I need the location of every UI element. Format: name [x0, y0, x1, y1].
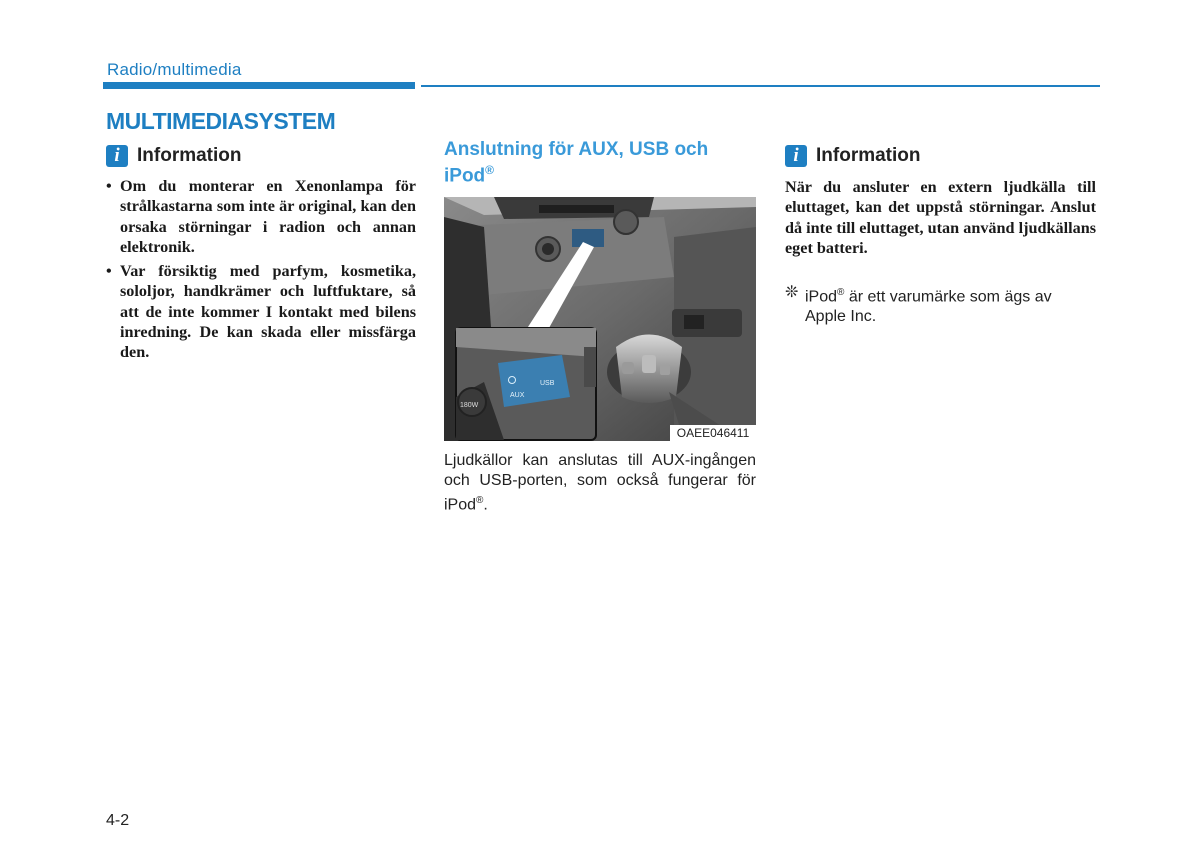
info-bullet-list — [106, 176, 416, 367]
note-registered-mark: ® — [837, 287, 845, 298]
trademark-note — [785, 283, 1096, 327]
section-heading-line2: iPod — [444, 165, 486, 187]
note-symbol-icon: ❊ — [785, 284, 799, 301]
caption-registered-mark: ® — [476, 495, 484, 506]
info-bullet: • Var försiktig med parfym, kosmetika, sololjor, handkrämer och luftfuktare, så att de inte kommer I kontakt med bilens inredning. De kan skada eller missfärga den. — [106, 261, 416, 362]
info-title: Information — [816, 145, 921, 166]
note-rest: är ett varumärke som ägs av Apple Inc. — [805, 288, 1052, 326]
page-number: 4-2 — [106, 812, 130, 829]
caption-end: . — [483, 496, 488, 514]
section-label: Radio/multimedia — [107, 60, 242, 79]
page-title: MULTIMEDIASYSTEM — [106, 108, 336, 134]
left-info-header — [106, 145, 242, 167]
photo-socket-label: 180W — [460, 402, 479, 409]
caption-text: Ljudkällor kan anslutas till AUX-ingången och USB-porten, som också fungerar för iPod — [444, 452, 756, 514]
right-info-text: När du ansluter en extern ljudkälla till eluttaget, kan det uppstå störningar. Anslut då inte till eluttaget, utan använd ljudkällans eget batteri. — [785, 178, 1096, 257]
photo-id-label: OAEE046411 — [670, 425, 756, 441]
header-rule — [421, 85, 1100, 87]
note-brand: iPod — [805, 288, 838, 306]
photo-aux-label: AUX — [510, 392, 525, 399]
info-icon: i — [785, 145, 807, 167]
info-icon: i — [106, 145, 128, 167]
registered-mark: ® — [485, 163, 495, 177]
photo-usb-label: USB — [540, 380, 555, 387]
console-photo — [444, 197, 756, 441]
section-heading — [444, 140, 754, 186]
header-bar — [103, 82, 415, 89]
right-info-header — [785, 145, 921, 167]
info-bullet: • Om du monterar en Xenonlampa för strålkastarna som inte är original, kan den orsaka störningar i radion och annan elektronik. — [106, 176, 416, 257]
section-heading-line1: Anslutning för AUX, USB och — [444, 139, 709, 160]
info-title: Information — [137, 145, 242, 166]
photo-caption — [444, 451, 756, 515]
